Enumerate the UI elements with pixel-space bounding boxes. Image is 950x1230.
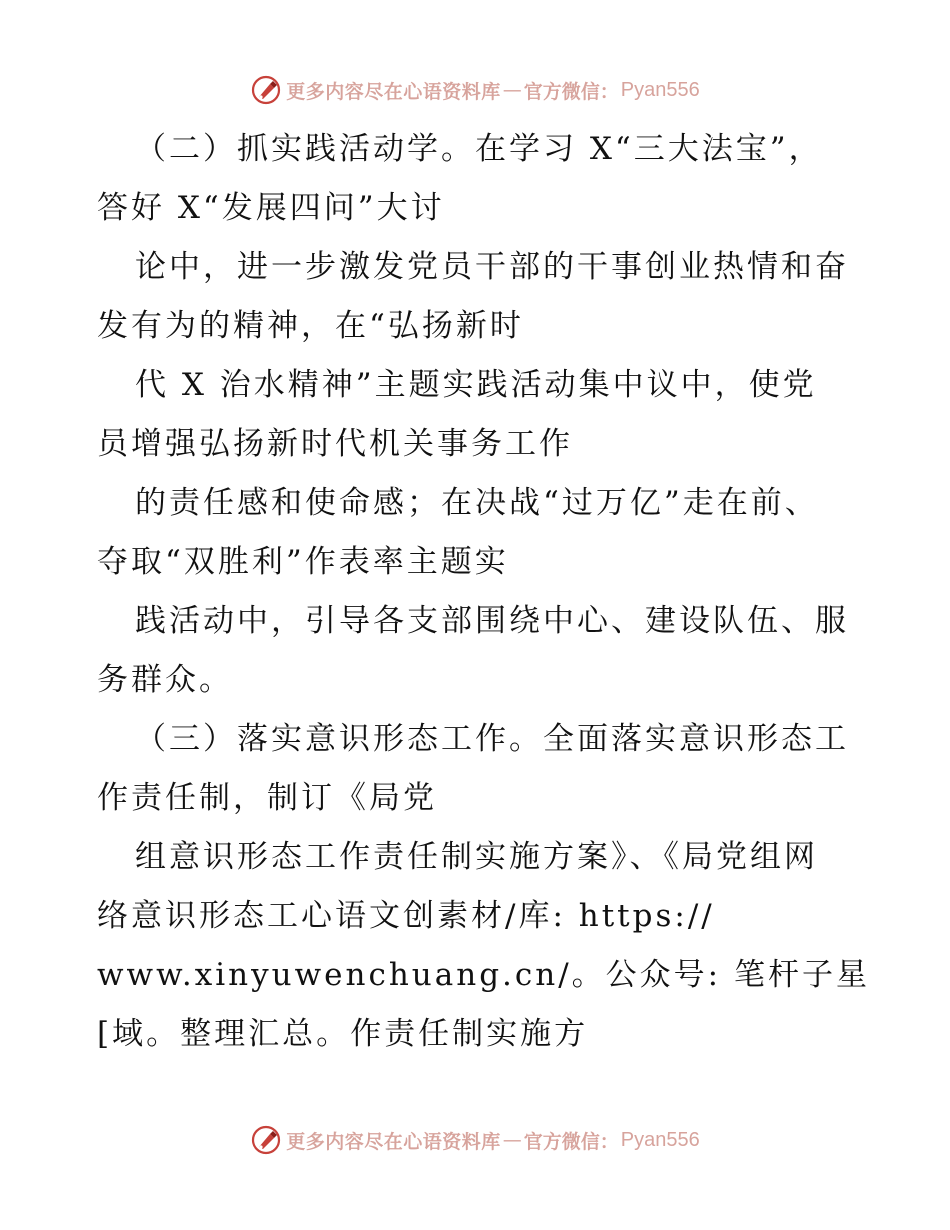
text-line: 组意识形态工作责任制实施方案》、《局党组网 xyxy=(135,839,818,875)
text-line: （二）抓实践活动学。在学习 X“三大法宝”， xyxy=(135,131,823,167)
watermark-wechat-label: 官方微信： xyxy=(523,1130,619,1153)
text-line: 践活动中，引导各支部围绕中心、建设队伍、服 xyxy=(135,603,849,639)
watermark-wechat-id: Pyan556 xyxy=(620,78,700,101)
text-line: 员增强弘扬新时代机关事务工作 xyxy=(97,426,573,462)
text-line: www.xinyuwenchuang.cn/。公众号: 笔杆子星 xyxy=(97,957,870,993)
watermark-wechat-id: Pyan556 xyxy=(620,1128,700,1151)
text-line: 务群众。 xyxy=(97,662,233,698)
text-line: [域。整理汇总。作责任制实施方 xyxy=(97,1016,589,1052)
text-line: 发有为的精神，在“弘扬新时 xyxy=(97,308,524,344)
text-line: 代 X 治水精神”主题实践活动集中议中，使党 xyxy=(135,367,817,403)
header-watermark xyxy=(0,70,950,110)
pen-nib-logo-icon xyxy=(250,1124,282,1156)
footer-watermark xyxy=(0,1120,950,1160)
text-line: 论中，进一步激发党员干部的干事创业热情和奋 xyxy=(135,249,849,285)
watermark-wechat-label: 官方微信： xyxy=(523,80,619,103)
text-line: 作责任制，制订《局党 xyxy=(97,780,437,816)
watermark-separator: — xyxy=(502,79,522,101)
text-line: 络意识形态工心语文创素材/库: https:// xyxy=(97,898,715,934)
text-line: 答好 X“发展四问”大讨 xyxy=(97,190,445,226)
document-body xyxy=(97,120,870,1064)
text-line: 的责任感和使命感；在决战“过万亿”走在前、 xyxy=(135,485,819,521)
pen-nib-logo-icon xyxy=(250,74,282,106)
watermark-main-text: 更多内容尽在心语资料库 xyxy=(286,80,501,103)
text-line: 夺取“双胜利”作表率主题实 xyxy=(97,544,509,580)
text-line: （三）落实意识形态工作。全面落实意识形态工 xyxy=(135,721,849,757)
watermark-main-text: 更多内容尽在心语资料库 xyxy=(286,1130,501,1153)
watermark-separator: — xyxy=(502,1129,522,1151)
